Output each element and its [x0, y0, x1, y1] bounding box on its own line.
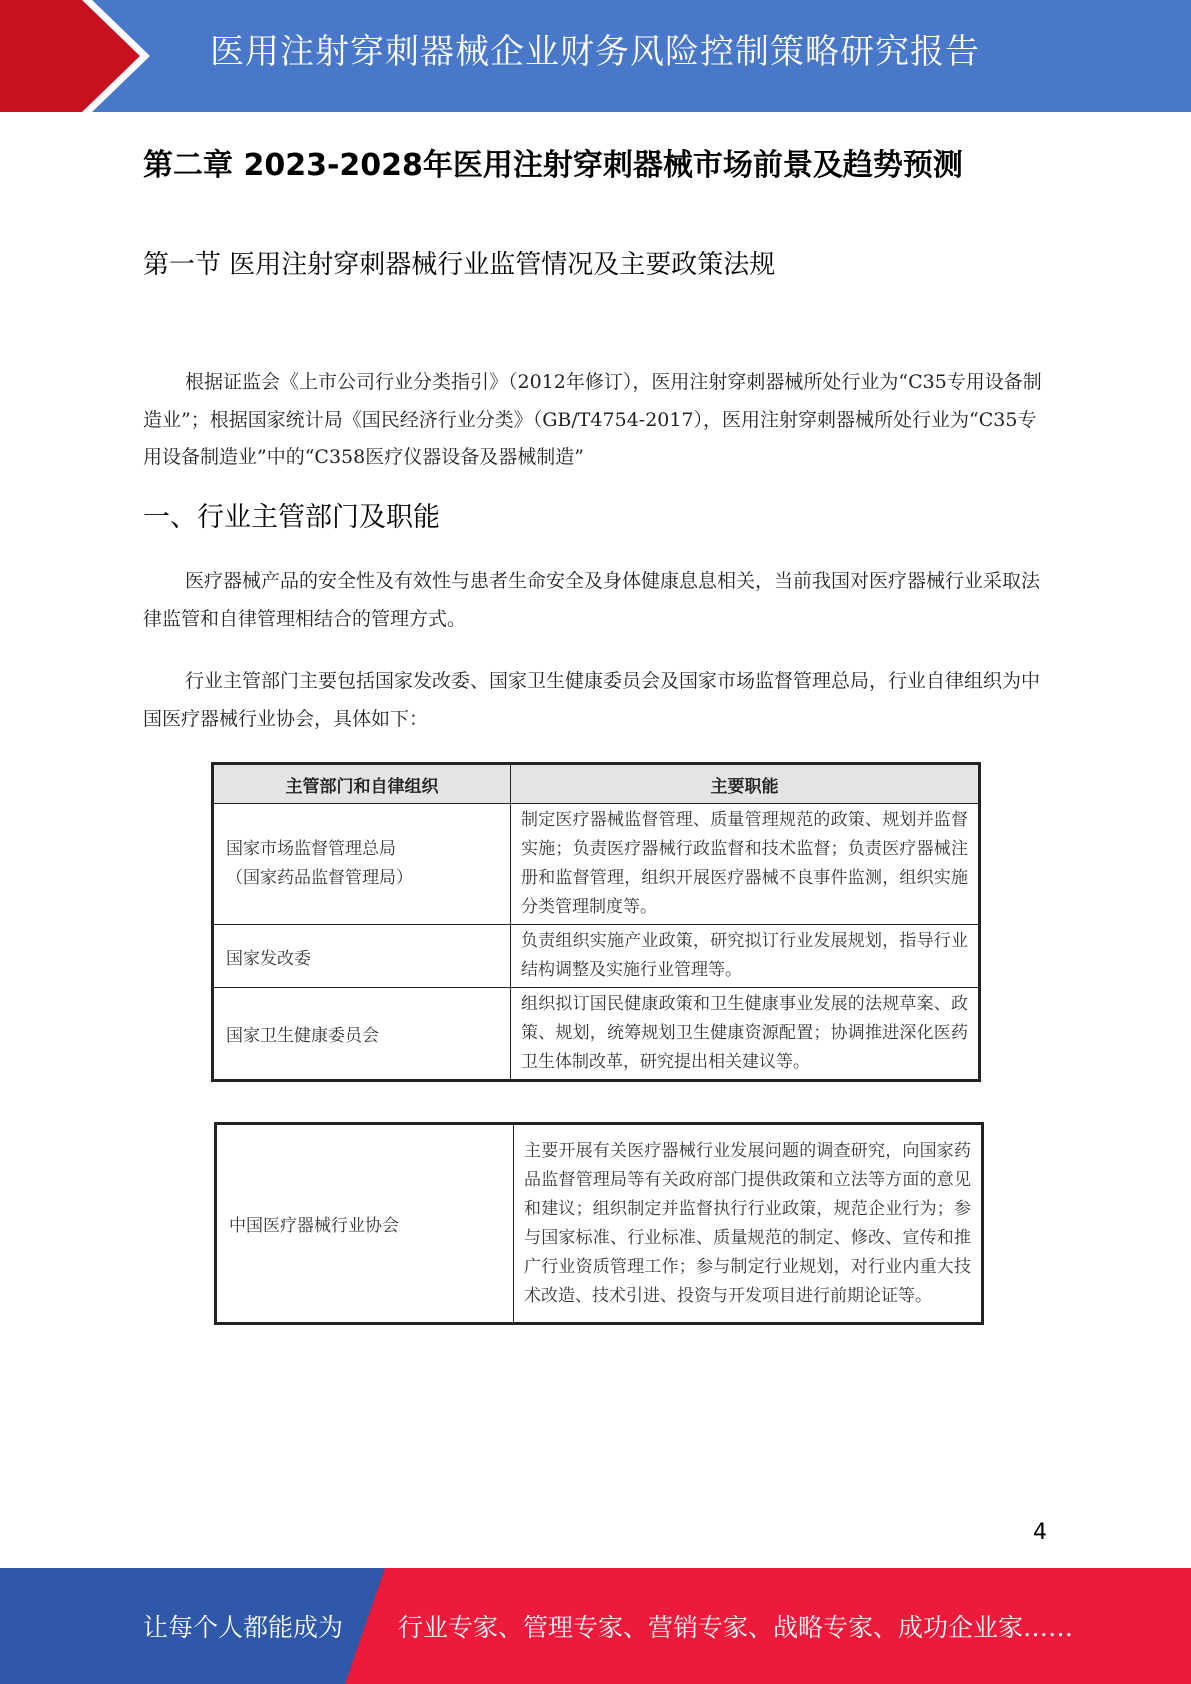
paragraph-regulation-mode: 医疗器械产品的安全性及有效性与患者生命安全及身体健康息息相关，当前我国对医疗器械行业采取法律监管和自律管理相结合的管理方式。 [143, 570, 1041, 630]
footer-slogan-left: 让每个人都能成为 [143, 1613, 344, 1642]
table-cell-duty: 负责组织实施产业政策，研究拟订行业发展规划，指导行业结构调整及实施行业管理等。 [511, 925, 980, 988]
chapter-title: 第二章 2023-2028年医用注射穿刺器械市场前景及趋势预测 [143, 148, 963, 183]
footer-banner [0, 1568, 1191, 1684]
table-cell-duty: 组织拟订国民健康政策和卫生健康事业发展的法规草案、政策、规划，统筹规划卫生健康资源配置；协调推进深化医药卫生体制改革，研究提出相关建议等。 [511, 988, 980, 1081]
org-name-line: （国家药品监督管理局） [226, 868, 413, 888]
table-header-row [213, 764, 980, 804]
paragraph-authorities: 行业主管部门主要包括国家发改委、国家卫生健康委员会及国家市场监督管理总局，行业自律组织为中国医疗器械行业协会，具体如下： [143, 670, 1041, 730]
table-row [213, 925, 980, 988]
table-cell-org: 国家发改委 [213, 925, 511, 988]
header-chevron-icon [0, 0, 140, 112]
table-cell-duty: 主要开展有关医疗器械行业发展问题的调查研究，向国家药品监督管理局等有关政府部门提供政策和立法等方面的意见和建议；组织制定并监督执行行业政策，规范企业行为；参与国家标准、行业标准、质量规范的制定、修改、宣传和推广行业资质管理工作；参与制定行业规划，对行业内重大技术改造、技术引进、投资与开发项目进行前期论证等。 [514, 1124, 983, 1324]
header-banner [0, 0, 1191, 112]
table-row [213, 804, 980, 925]
table-cell-duty: 制定医疗器械监督管理、质量管理规范的政策、规划并监督实施；负责医疗器械行政监督和技术监督；负责医疗器械注册和监督管理，组织开展医疗器械不良事件监测，组织实施分类管理制度等。 [511, 804, 980, 925]
paragraph-industry-classification: 根据证监会《上市公司行业分类指引》（2012年修订），医用注射穿刺器械所处行业为“C35专用设备制造业”；根据国家统计局《国民经济行业分类》（GB/T4754-2017），医用注射穿刺器械所处行业为“C35专用设备制造业”中的“C358医疗仪器设备及器械制造” [143, 371, 1042, 468]
subsection-title: 一、行业主管部门及职能 [143, 502, 440, 533]
authorities-table [211, 762, 981, 1082]
association-table [214, 1122, 984, 1325]
table-row [216, 1124, 983, 1324]
table-cell-org [213, 804, 511, 925]
header-title: 医用注射穿刺器械企业财务风险控制策略研究报告 [210, 32, 980, 72]
table-cell-org: 中国医疗器械行业协会 [216, 1124, 514, 1324]
table-cell-org: 国家卫生健康委员会 [213, 988, 511, 1081]
table-header-duty: 主要职能 [511, 764, 980, 804]
org-name-line: 国家市场监督管理总局 [226, 839, 396, 859]
table-header-org: 主管部门和自律组织 [213, 764, 511, 804]
page-number: 4 [1033, 1520, 1047, 1545]
table-row [213, 988, 980, 1081]
section-title: 第一节 医用注射穿刺器械行业监管情况及主要政策法规 [143, 250, 776, 280]
footer-slogan-right: 行业专家、管理专家、营销专家、战略专家、成功企业家…… [398, 1613, 1074, 1642]
